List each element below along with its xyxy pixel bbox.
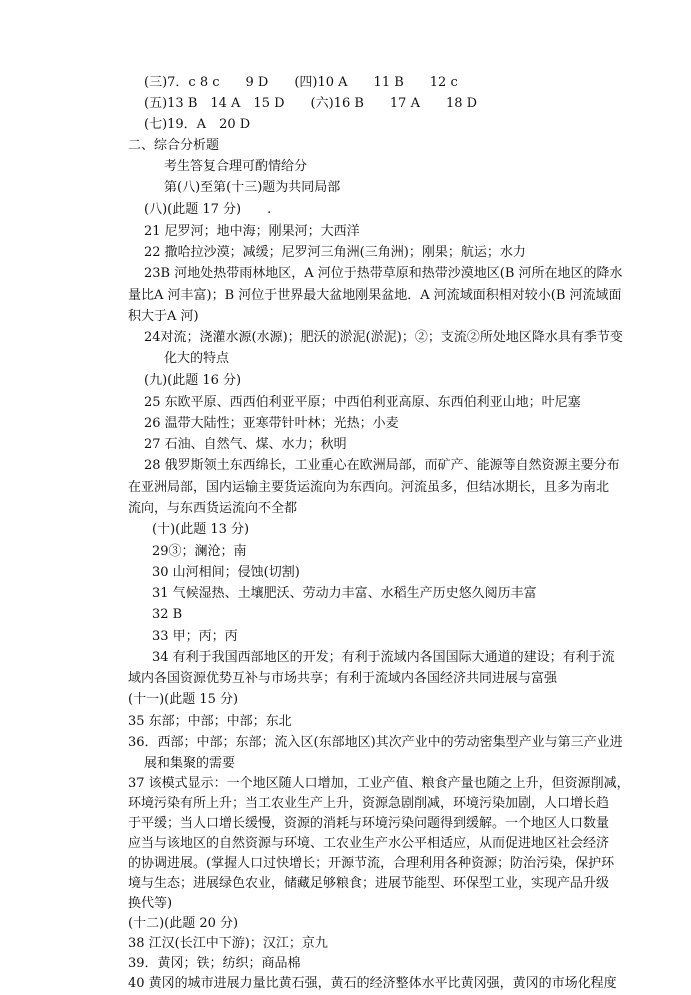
answer-23-line-2: 量比A 河丰富)；B 河位于世界最大盆地刚果盆地．A 河流域面积相对较小(B 河流域面 xyxy=(128,288,622,303)
answer-27: 27 石油、自然气、煤、水力；秋明 xyxy=(144,437,347,452)
answer-24-line-1: 24对流；浇灌水源(水源)；肥沃的淤泥(淤泥)；②；支流②所处地区降水具有季节变 xyxy=(144,330,623,345)
answer-37-line-5: 的协调进展。(掌握人口过快增长；开源节流，合理利用各种资源；防治污染，保护环 xyxy=(128,856,615,871)
answer-40: 40 黄冈的城市进展力量比黄石强，黄石的经济整体水平比黄冈强，黄冈的市场化程度 xyxy=(128,976,617,991)
answer-line-mcq-7: (七)19．A 20 D xyxy=(144,117,251,132)
part-9-heading: (九)(此题 16 分) xyxy=(144,373,242,388)
answer-36-line-2: 展和集聚的需要 xyxy=(144,756,236,771)
answer-23-line-1: 23B 河地处热带雨林地区，A 河位于热带草原和热带沙漠地区(B 河所在地区的降水 xyxy=(144,266,623,281)
answer-29: 29③；澜沧；南 xyxy=(152,544,247,559)
answer-37-line-3: 于平缓；当人口增长缓慢，资源的消耗与环境污染问题得到缓解。一个地区人口数量 xyxy=(128,816,610,831)
answer-35: 35 东部；中部；中部；东北 xyxy=(128,714,292,729)
answer-33: 33 甲；丙；丙 xyxy=(152,629,238,644)
answer-38: 38 江汉(长江中下游)；汉江；京九 xyxy=(128,936,328,951)
answer-36-line-1: 36．西部；中部；东部；流入区(东部地区)其次产业中的劳动密集型产业与第三产业进 xyxy=(128,735,623,750)
answer-26: 26 温带大陆性；亚寒带针叶林；光热；小麦 xyxy=(144,416,399,431)
answer-22: 22 撒哈拉沙漠；减缓；尼罗河三角洲(三角洲)；刚果；航运；水力 xyxy=(144,245,526,260)
answer-line-mcq-5-6: (五)13 B 14 A 15 D (六)16 B 17 A 18 D xyxy=(144,96,478,111)
answer-37-line-1: 37 该模式显示：一个地区随人口增加，工业产值、粮食产量也随之上升，但资源削减， xyxy=(128,776,630,791)
answer-23-line-3: 积大于A 河) xyxy=(128,309,199,324)
answer-31: 31 气候湿热、土壤肥沃、劳动力丰富、水稻生产历史悠久阅历丰富 xyxy=(152,586,537,601)
part-11-heading: (十一)(此题 15 分) xyxy=(128,692,239,707)
answer-24-line-2: 化大的特点 xyxy=(164,351,230,366)
answer-25: 25 东欧平原、西西伯利亚平原；中西伯利亚高原、东西伯利亚山地；叶尼塞 xyxy=(144,395,581,410)
answer-37-line-7: 换代等) xyxy=(128,896,173,911)
part-8-heading: (八)(此题 17 分) . xyxy=(144,202,272,217)
part-12-heading: (十二)(此题 20 分) xyxy=(128,916,239,931)
part-10-heading: (十)(此题 13 分) xyxy=(152,522,250,537)
answer-line-mcq-3-4: (三)7．c 8 c 9 D (四)10 A 11 B 12 c xyxy=(144,75,458,90)
answer-34-line-2: 域内各国资源优势互补与市场共享；有利于流域内各国经济共同进展与富强 xyxy=(128,671,558,686)
answer-37-line-4: 应当与该地区的自然资源与环境、工农业生产水公平相适应，从而促进地区社会经济 xyxy=(128,836,610,851)
answer-39: 39．黄冈；铁；纺织；商品棉 xyxy=(128,956,301,971)
answer-30: 30 山河相间；侵蚀(切割) xyxy=(152,565,300,580)
shared-section-note: 第(八)至第(十三)题为共同局部 xyxy=(164,180,341,195)
answer-34-line-1: 34 有利于我国西部地区的开发；有利于流域内各国国际大通道的建设；有利于流 xyxy=(152,650,615,665)
answer-37-line-2: 环境污染有所上升；当工农业生产上升，资源急剧削减，环境污染加剧，人口增长趋 xyxy=(128,796,610,811)
answer-21: 21 尼罗河；地中海；刚果河；大西洋 xyxy=(144,224,360,239)
answer-28-line-3: 流向，与东西货运流向不全都 xyxy=(128,501,298,516)
answer-28-line-2: 在亚洲局部，国内运输主要货运流向为东西向。河流虽多，但结冰期长，且多为南北 xyxy=(128,480,610,495)
answer-28-line-1: 28 俄罗斯领土东西绵长，工业重心在欧洲局部，而矿产、能源等自然资源主要分布 xyxy=(144,458,620,473)
grading-note: 考生答复合理可酌情给分 xyxy=(164,159,308,174)
answer-32: 32 B xyxy=(152,607,183,622)
answer-37-line-6: 境与生态；进展绿色农业，储藏足够粮食；进展节能型、环保型工业，实现产品升级 xyxy=(128,876,610,891)
section-heading: 二、综合分析题 xyxy=(128,138,220,153)
